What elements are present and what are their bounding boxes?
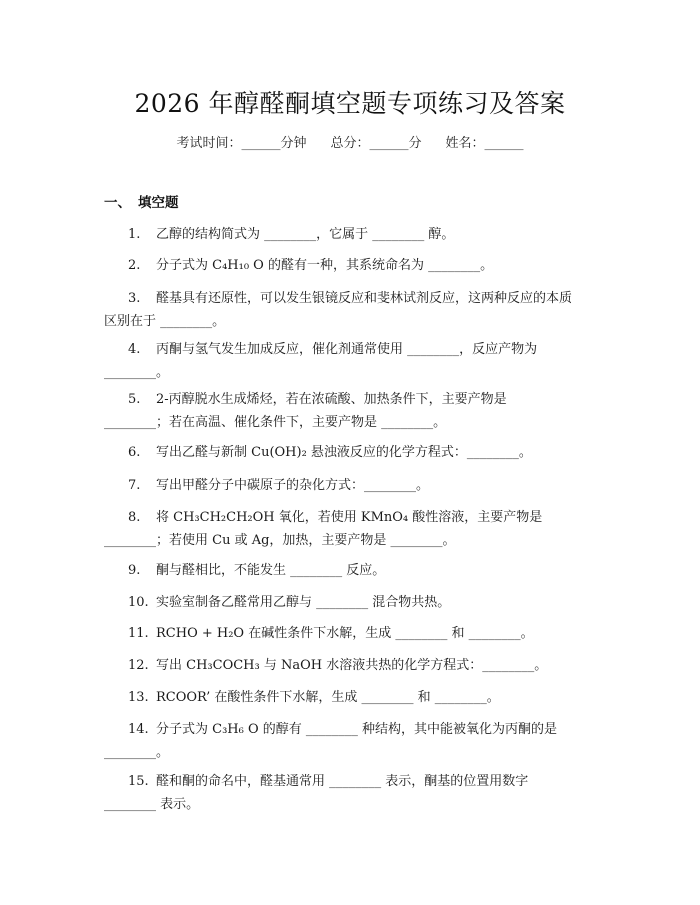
question-12 <box>104 654 594 677</box>
question-number: 5. <box>128 392 141 407</box>
section-number: 一、 <box>104 195 131 211</box>
question-number: 4. <box>128 342 141 357</box>
question-number: 3. <box>128 291 141 306</box>
question-number: 15. <box>128 774 149 789</box>
question-14 <box>104 718 594 764</box>
question-text: 丙酮与氢气发生加成反应，催化剂通常使用 ________，反应产物为 <box>156 342 538 357</box>
question-number: 12. <box>128 658 149 673</box>
question-text: 写出乙醛与新制 Cu(OH)₂ 悬浊液反应的化学方程式：________。 <box>156 445 532 460</box>
question-text: 分子式为 C₄H₁₀ O 的醛有一种，其系统命名为 ________。 <box>156 258 494 273</box>
question-number: 6. <box>128 445 141 460</box>
question-text: 实验室制备乙醛常用乙醇与 ________ 混合物共热。 <box>156 595 451 610</box>
question-continuation: ________ 表示。 <box>104 797 200 812</box>
question-text: 将 CH₃CH₂CH₂OH 氧化，若使用 KMnO₄ 酸性溶液，主要产物是 <box>156 510 543 525</box>
question-text: 醛基具有还原性，可以发生银镜反应和斐林试剂反应，这两种反应的本质 <box>156 291 573 306</box>
question-text: 2-丙醇脱水生成烯烃，若在浓硫酸、加热条件下，主要产物是 <box>156 392 507 407</box>
question-text: 写出甲醛分子中碳原子的杂化方式：________。 <box>156 478 430 493</box>
exam-time: 考试时间：______分钟 <box>176 136 307 151</box>
question-2 <box>104 254 594 277</box>
section-heading <box>104 191 179 211</box>
question-number: 13. <box>128 690 149 705</box>
question-9 <box>104 559 594 582</box>
question-number: 2. <box>128 258 141 273</box>
question-text: 乙醇的结构简式为 ________，它属于 ________ 醇。 <box>156 227 455 242</box>
question-number: 8. <box>128 510 141 525</box>
question-11 <box>104 622 594 645</box>
question-6 <box>104 441 594 464</box>
question-text: 醛和酮的命名中，醛基通常用 ________ 表示，酮基的位置用数字 <box>156 774 529 789</box>
question-continuation: ________；若使用 Cu 或 Ag，加热，主要产物是 ________。 <box>104 533 456 548</box>
question-3 <box>104 287 594 333</box>
question-text: RCHO + H₂O 在碱性条件下水解，生成 ________ 和 ________。 <box>156 626 534 641</box>
question-number: 11. <box>128 626 149 641</box>
question-text: 酮与醛相比，不能发生 ________ 反应。 <box>156 563 386 578</box>
question-4 <box>104 338 594 384</box>
question-7 <box>104 474 594 497</box>
student-name: 姓名：______ <box>445 136 524 151</box>
question-continuation: 区别在于 ________。 <box>104 314 226 329</box>
question-5 <box>104 388 594 434</box>
question-13 <box>104 686 594 709</box>
page-title: 2026 年醇醛酮填空题专项练习及答案 <box>134 89 566 118</box>
question-number: 14. <box>128 722 149 737</box>
question-continuation: ________。 <box>104 365 170 380</box>
question-text: 写出 CH₃COCH₃ 与 NaOH 水溶液共热的化学方程式：________。 <box>156 658 548 673</box>
section-title: 填空题 <box>138 195 179 211</box>
question-10 <box>104 591 594 614</box>
question-number: 10. <box>128 595 149 610</box>
question-15 <box>104 770 594 816</box>
exam-meta <box>0 132 700 151</box>
question-number: 1. <box>128 227 141 242</box>
question-1 <box>104 223 594 246</box>
question-text: RCOOR’ 在酸性条件下水解，生成 ________ 和 ________。 <box>156 690 500 705</box>
question-number: 7. <box>128 478 141 493</box>
exam-score: 总分：______分 <box>330 136 422 151</box>
question-number: 9. <box>128 563 141 578</box>
question-continuation: ________。 <box>104 745 170 760</box>
question-continuation: ________；若在高温、催化条件下，主要产物是 ________。 <box>104 415 447 430</box>
question-8 <box>104 506 594 552</box>
question-text: 分子式为 C₃H₆ O 的醇有 ________ 种结构，其中能被氧化为丙酮的是 <box>156 722 558 737</box>
